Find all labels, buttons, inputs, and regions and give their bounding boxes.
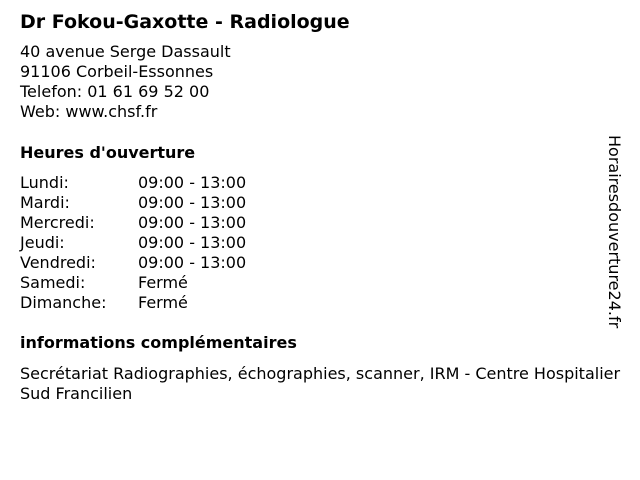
page-title: Dr Fokou-Gaxotte - Radiologue: [20, 11, 350, 33]
hours-row-wednesday: [20, 213, 630, 233]
hours-row-monday: [20, 173, 630, 193]
day-label: Samedi:: [20, 273, 86, 292]
day-label: Jeudi:: [20, 233, 65, 252]
day-hours: Fermé: [138, 293, 188, 312]
day-hours: 09:00 - 13:00: [138, 193, 247, 212]
info-text: Secrétariat Radiographies, échographies, scanner, IRM - Centre Hospitalier Sud Francilien: [20, 364, 621, 403]
day-hours: 09:00 - 13:00: [138, 233, 247, 252]
hours-row-thursday: [20, 233, 630, 253]
listing-content: [20, 10, 630, 404]
day-hours: Fermé: [138, 273, 188, 292]
hours-row-friday: [20, 253, 630, 273]
hours-heading: Heures d'ouverture: [20, 143, 196, 162]
info-heading: informations complémentaires: [20, 333, 297, 352]
day-hours: 09:00 - 13:00: [138, 213, 247, 232]
day-hours: 09:00 - 13:00: [138, 173, 247, 192]
hours-row-sunday: [20, 293, 630, 313]
site-watermark-label: Horairesdouverture24.fr: [605, 135, 624, 329]
day-label: Mardi:: [20, 193, 70, 212]
address-block: [20, 42, 630, 122]
day-label: Vendredi:: [20, 253, 96, 272]
day-hours: 09:00 - 13:00: [138, 253, 247, 272]
address-street: 40 avenue Serge Dassault: [20, 42, 231, 61]
address-city: 91106 Corbeil-Essonnes: [20, 62, 214, 81]
day-label: Dimanche:: [20, 293, 107, 312]
website: Web: www.chsf.fr: [20, 102, 158, 121]
day-label: Mercredi:: [20, 213, 95, 232]
hours-row-tuesday: [20, 193, 630, 213]
hours-row-saturday: [20, 273, 630, 293]
phone-number: Telefon: 01 61 69 52 00: [20, 82, 210, 101]
day-label: Lundi:: [20, 173, 69, 192]
hours-table: [20, 173, 630, 313]
